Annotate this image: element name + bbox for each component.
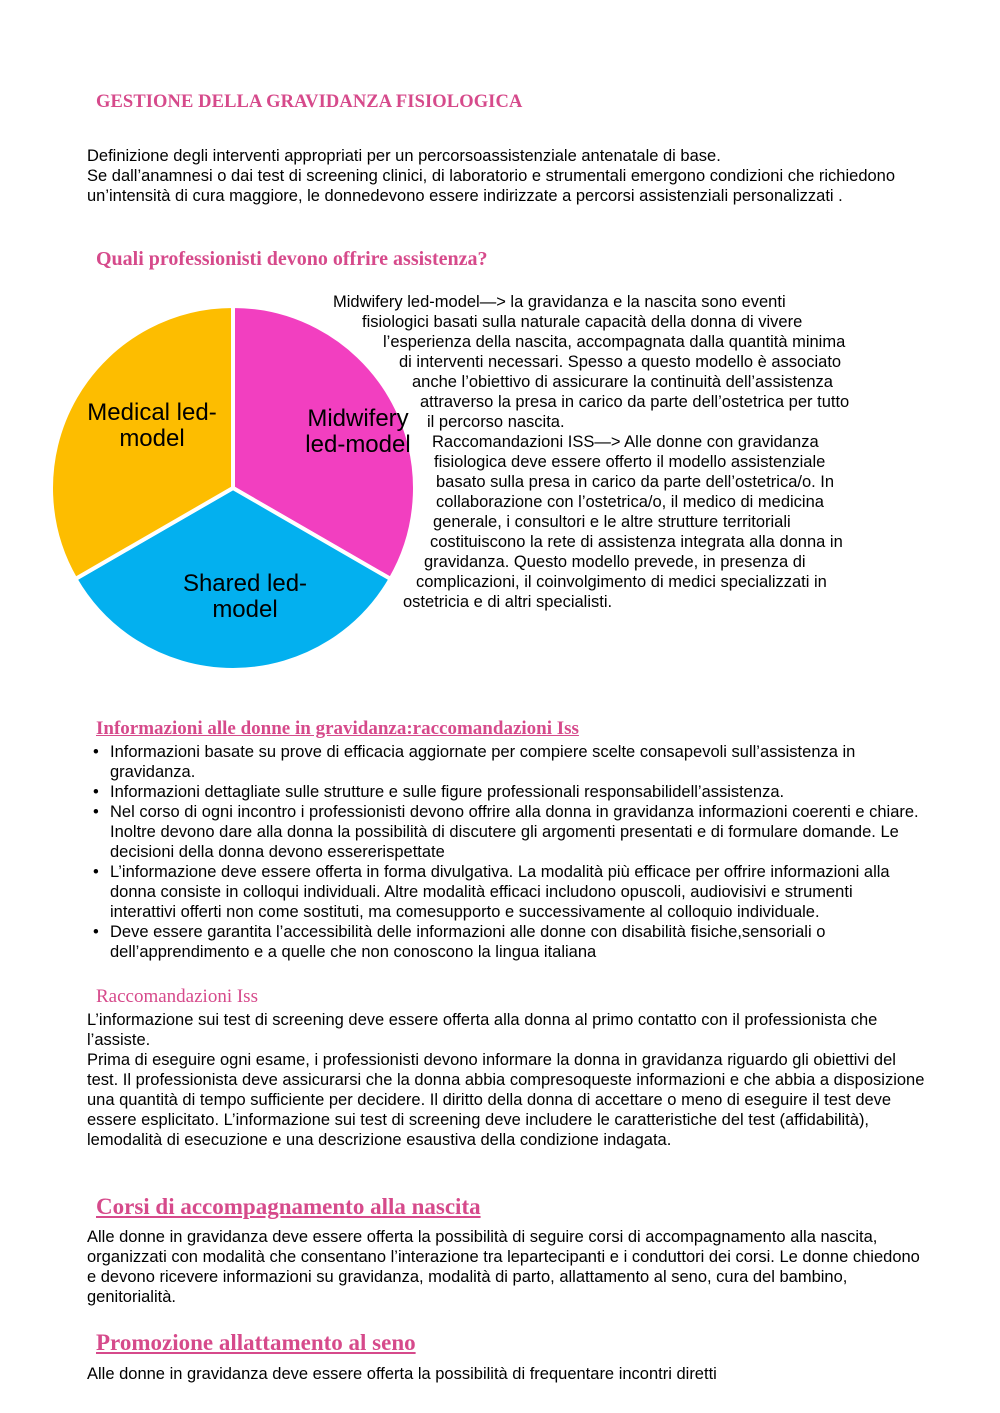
description-line: di interventi necessari. Spesso a questo modello è associato [399, 353, 842, 371]
promozione-heading: Promozione allattamento al seno [96, 1330, 416, 1355]
slice-label-line: Midwifery [307, 405, 409, 432]
description-line: il percorso nascita. [427, 413, 565, 431]
list-item: • Deve essere garantita l’accessibilità delle informazioni alle donne con disabilità fisiche,sensoriali o dell’apprendimento e a quelle che non conoscono la lingua italiana [93, 922, 923, 962]
care-models-description [320, 292, 920, 612]
promozione-paragraph: Alle donne in gravidanza deve essere offerta la possibilità di frequentare incontri diretti [87, 1365, 717, 1383]
description-line: l’esperienza della nascita, accompagnata dalla quantità minima [383, 333, 846, 351]
description-line: generale, i consultori e le altre strutture territoriali [433, 513, 791, 531]
description-line: attraverso la presa in carico da parte dell’ostetrica per tutto [420, 393, 850, 411]
description-line: fisiologica deve essere offerto il modello assistenziale [434, 453, 826, 471]
list-item: • Informazioni basate su prove di efficacia aggiornate per compiere scelte consapevoli sull’assistenza in gravidanza. [93, 742, 923, 782]
list-item: • Informazioni dettagliate sulle strutture e sulle figure professionali responsabilidell’assistenza. [93, 782, 923, 802]
description-line: basato sulla presa in carico da parte dell’ostetrica/o. In [436, 473, 835, 491]
slice-label-line: model [212, 596, 278, 623]
description-line: Midwifery led-model—> la gravidanza e la nascita sono eventi [333, 293, 786, 311]
description-line: ostetricia e di altri specialisti. [403, 593, 613, 611]
slice-label-line: Medical led- [87, 399, 217, 426]
slice-label-line: model [119, 425, 185, 452]
slice-label-line: led-model [305, 431, 411, 458]
description-line: costituiscono la rete di assistenza integrata alla donna in [430, 533, 843, 551]
description-line: anche l’obiettivo di assicurare la continuità dell’assistenza [412, 373, 833, 391]
racc-heading: Raccomandazioni Iss [96, 986, 258, 1007]
description-line: gravidanza. Questo modello prevede, in presenza di [424, 553, 806, 571]
info-bullet-list [93, 742, 923, 962]
page-title: GESTIONE DELLA GRAVIDANZA FISIOLOGICA [96, 92, 523, 112]
description-line: complicazioni, il coinvolgimento di medici specializzati in [416, 573, 827, 591]
description-line: collaborazione con l’ostetrica/o, il medico di medicina [436, 493, 824, 511]
corsi-heading: Corsi di accompagnamento alla nascita [96, 1194, 481, 1219]
racc-paragraph: L’informazione sui test di screening deve essere offerta alla donna al primo contatto con il professionista che l’assiste. Prima di eseguire ogni esame, i professionisti devono informare la donna in gravidanza riguardo gli obiettivi del test. Il professionista deve assicurarsi che la donna abbia compresoqueste informazioni e che abbia a disposizione una quantità di tempo sufficiente per decidere. Il diritto della donna di accettare o meno di eseguire il test deve essere esplicitato. L’informazione sui test di screening deve includere le caratteristiche del test (affidabilità), lemodalità di esecuzione e una descrizione esaustiva della condizione indagata. [87, 1011, 925, 1149]
slice-label-line: Shared led- [182, 570, 308, 597]
list-item: • Nel corso di ogni incontro i professionisti devono offrire alla donna in gravidanza informazioni coerenti e chiare. Inoltre devono dare alla donna la possibilità di discutere gli argomenti presentati e di formulare domande. Le decisioni della donna devono essererispettate [93, 802, 923, 862]
description-line: Raccomandazioni ISS—> Alle donne con gravidanza [432, 433, 819, 451]
info-heading: Informazioni alle donne in gravidanza:raccomandazioni Iss [96, 718, 579, 739]
corsi-paragraph: Alle donne in gravidanza deve essere offerta la possibilità di seguire corsi di accompagnamento alla nascita, organizzati con modalità che consentano l’interazione tra lepartecipanti e i conduttori dei corsi. Le donne chiedono e devono ricevere informazioni su gravidanza, modalità di parto, allattamento al seno, cura del bambino, genitorialità. [87, 1228, 920, 1306]
intro-paragraph: Definizione degli interventi appropriati per un percorsoassistenziale antenatale di base. Se dall’anamnesi o dai test di screening clinici, di laboratorio e strumentali emergono condizioni che richiedono un’intensità di cura maggiore, le donnedevono essere indirizzate a percorsi assistenziali personalizzati . [87, 147, 896, 205]
description-line: fisiologici basati sulla naturale capacità della donna di vivere [362, 313, 803, 331]
question-heading: Quali professionisti devono offrire assistenza? [96, 248, 488, 270]
list-item: • L’informazione deve essere offerta in forma divulgativa. La modalità più efficace per offrire informazioni alla donna consiste in colloqui individuali. Altre modalità efficaci includono opuscoli, audiovisivi e strumenti interattivi offerti non come sostituti, ma comesupporto e successivamente al colloquio individuale. [93, 862, 923, 922]
